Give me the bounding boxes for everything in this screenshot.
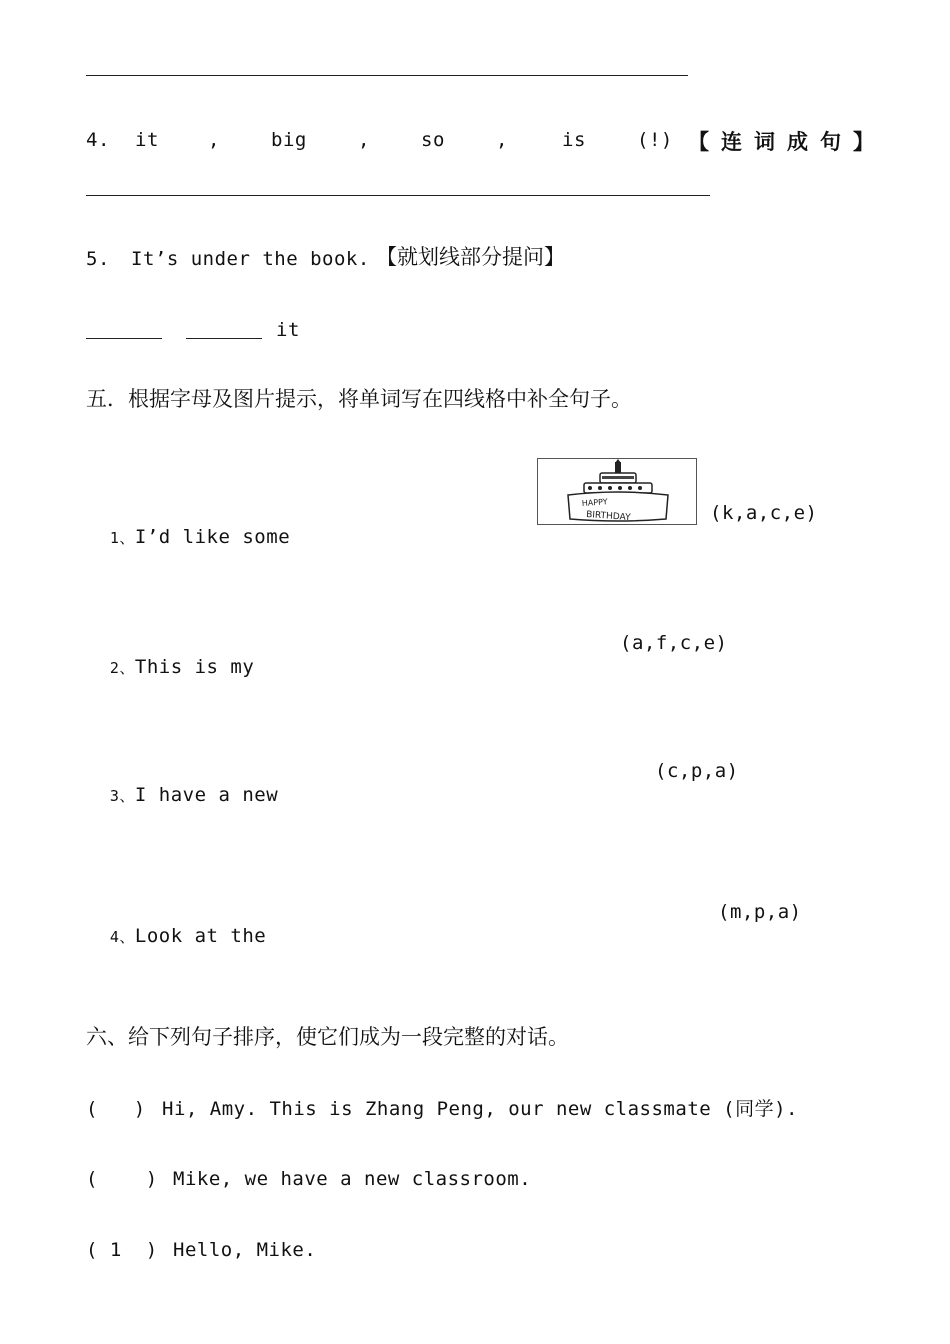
s5-item1-number: 1、 xyxy=(109,529,135,547)
cake-icon xyxy=(538,459,696,524)
q5-instruction: 【就划线部分提问】 xyxy=(376,245,565,269)
q4-comma-1: , xyxy=(208,129,220,151)
q5-sentence: It’s under the book. xyxy=(131,248,370,270)
s5-item3-hint: (c,p,a) xyxy=(655,760,739,782)
section5-title: 五．根据字母及图片提示，将单词写在四线格中补全句子。 xyxy=(86,387,632,411)
s5-item4-number: 4、 xyxy=(109,928,135,946)
answer-line-4[interactable] xyxy=(86,195,710,196)
q4-word-3: so xyxy=(421,129,445,151)
section6-title: 六、给下列句子排序，使它们成为一段完整的对话。 xyxy=(86,1025,569,1049)
s6-item2-text: Mike, we have a new classroom. xyxy=(173,1168,532,1190)
birthday-cake-image xyxy=(537,458,697,525)
q4-comma-2: , xyxy=(358,129,370,151)
s5-item2-hint: (a,f,c,e) xyxy=(620,632,728,654)
s5-item4 xyxy=(86,900,266,949)
q5-tail-word: it xyxy=(276,319,300,341)
q5-number: 5. xyxy=(86,248,110,270)
answer-line-3[interactable] xyxy=(86,75,688,76)
s6-item1-paren[interactable]: ( ) xyxy=(86,1098,146,1120)
s6-item1-text: Hi, Amy. This is Zhang Peng, our new classmate (同学). xyxy=(162,1098,798,1120)
s6-item3-paren[interactable]: ( 1 ) xyxy=(86,1239,158,1261)
s5-item1-hint: (k,a,c,e) xyxy=(710,502,818,524)
q4-word-4: is xyxy=(562,129,586,151)
s5-item1-text: I’d like some xyxy=(134,526,291,548)
s5-item4-text: Look at the xyxy=(134,925,267,947)
q4-comma-3: , xyxy=(496,129,508,151)
svg-text:HAPPY: HAPPY xyxy=(581,497,608,508)
s6-item2-paren[interactable]: ( ) xyxy=(86,1168,158,1190)
s5-item3 xyxy=(86,759,278,808)
q5-blank-2[interactable] xyxy=(186,338,262,339)
s5-item2 xyxy=(86,631,254,680)
q4-punctuation: (!) xyxy=(637,129,673,151)
s5-item2-text: This is my xyxy=(134,656,255,678)
s6-item3-text: Hello, Mike. xyxy=(173,1239,317,1261)
s5-item3-number: 3、 xyxy=(109,787,135,805)
q4-instruction: 【连词成句】 xyxy=(688,130,886,154)
q4-word-2: big xyxy=(271,129,307,151)
s5-item3-text: I have a new xyxy=(134,784,279,806)
q4-number: 4. xyxy=(86,129,110,151)
s5-item2-number: 2、 xyxy=(109,659,135,677)
s5-item1 xyxy=(86,501,290,550)
q5-blank-1[interactable] xyxy=(86,338,162,339)
s5-item4-hint: (m,p,a) xyxy=(718,901,802,923)
q4-word-1: it xyxy=(135,129,159,151)
svg-text:BIRTHDAY: BIRTHDAY xyxy=(585,510,631,524)
